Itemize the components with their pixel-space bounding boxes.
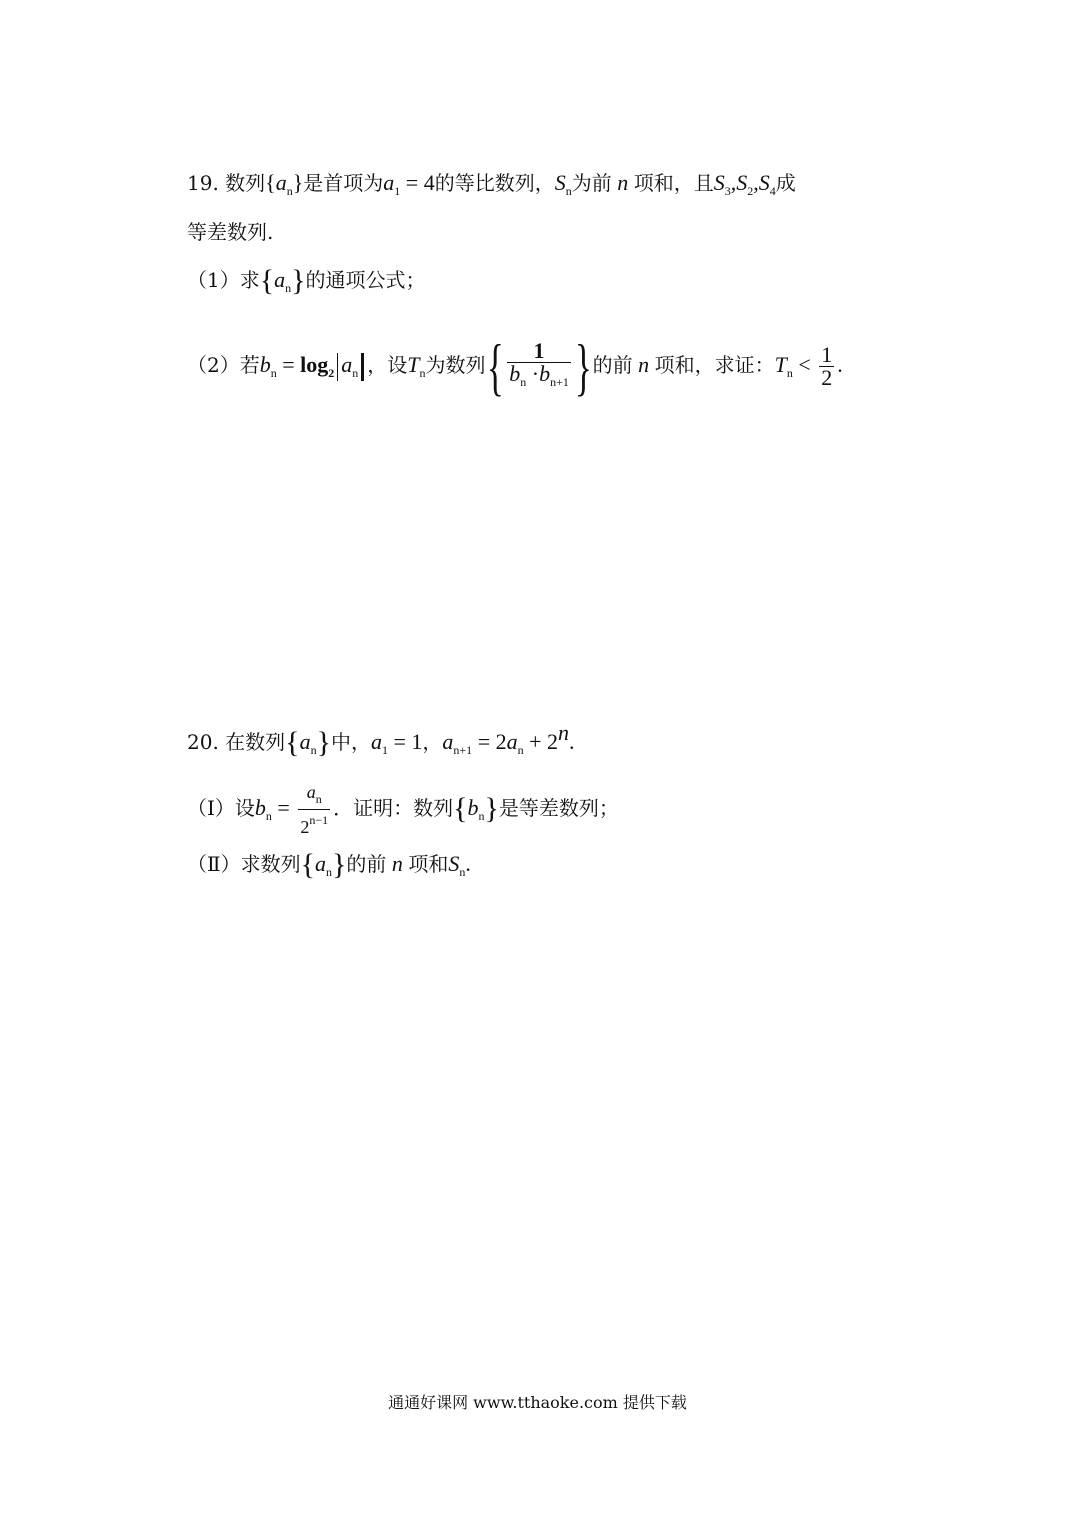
math-sn: S bbox=[554, 170, 566, 195]
math-fraction-1-over-bn-bn1: $\frac{1}{b_n \cdot b_{n+1}}$ bbox=[509, 338, 569, 389]
q19-line-2: 等差数列. bbox=[187, 220, 274, 244]
footer-source: 通通好课网 www.tthaoke.com 提供下载 bbox=[388, 1393, 687, 1412]
q20-part-2: （Ⅱ）求数列$\{a_n\}$的前 n 项和$S_n$. bbox=[187, 848, 471, 881]
q20-line-1: 20. 在数列$\{a_n\}$中，$a_1 = 1$，$a_{n+1} = 2a_n + 2^n$. bbox=[187, 720, 575, 759]
math-fraction-an-over-2n1: $\frac{a_n}{2^{n-1}}$ bbox=[300, 782, 329, 837]
math-set-an: { bbox=[300, 848, 315, 881]
math-set-an: $\{a_n\}$ bbox=[265, 170, 304, 198]
math-a1-eq-4: a bbox=[383, 170, 395, 195]
right-brace: } bbox=[574, 330, 592, 402]
math-bn-def: b bbox=[259, 352, 271, 377]
q20-part-1: （Ⅰ）设$b_n$ = $\frac{a_n}{2^{n-1}}$ ．证明：数列$\{b_n\}$是等差数列； bbox=[187, 782, 619, 837]
q19-part-1: （1）求$\{a_n\}$的通项公式； bbox=[187, 264, 426, 297]
math-set-an: { bbox=[259, 264, 275, 297]
left-brace: { bbox=[486, 330, 504, 402]
math-set-an: { bbox=[285, 726, 300, 759]
q19-line-1: 19. 数列$\{a_n\}$是首项为$a_1 = 4$的等比数列，$S_n$为前 n 项和，且$S_3,S_2,S_4$成 bbox=[187, 170, 796, 198]
math-tn-lt-half: T bbox=[774, 352, 787, 377]
math-set-bn: { bbox=[453, 792, 468, 825]
math-bn-def: b bbox=[254, 795, 266, 820]
q19-part-2: （2）若$b_n = \log_2 a_n$ ，设$T_n$为数列{ $\frac{1}{b_n \cdot b_{n+1}}$ }的前 n 项和，求证：$T_n$ < $\frac{1}{2}$ . bbox=[187, 330, 843, 402]
math-s3-s2-s4: S bbox=[713, 170, 725, 195]
math-recurrence: a bbox=[442, 729, 454, 754]
math-sn: S bbox=[448, 851, 460, 876]
math-a1-eq-1: a bbox=[370, 729, 382, 754]
